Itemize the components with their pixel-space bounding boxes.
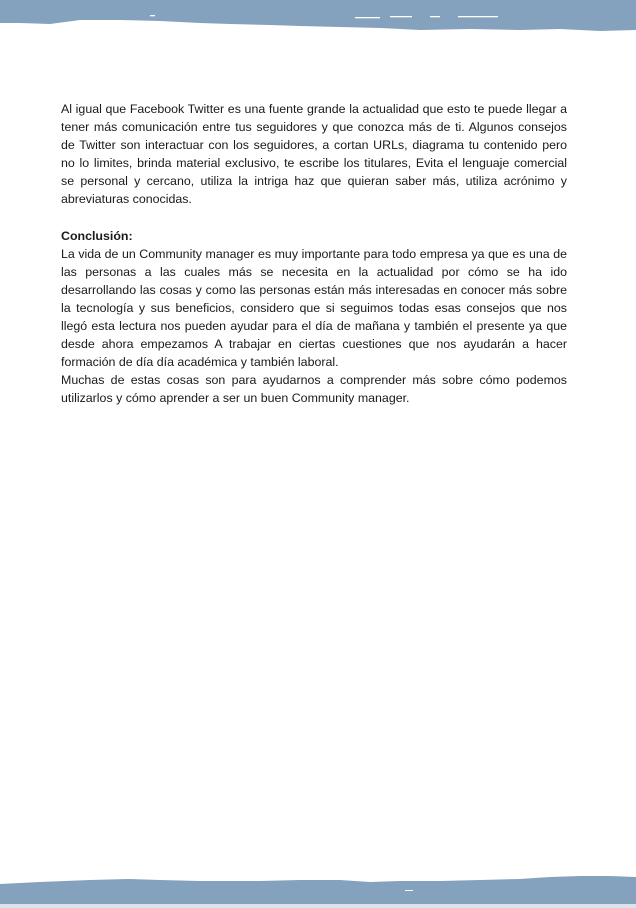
paragraph-closing: Muchas de estas cosas son para ayudarnos a comprender más sobre cómo podemos utilizarlos y cómo aprender a ser un buen Community manager. bbox=[61, 373, 567, 406]
document-body bbox=[61, 100, 567, 408]
conclusion-heading: Conclusión: bbox=[61, 228, 133, 243]
paragraph-gap bbox=[61, 209, 567, 227]
paragraph-conclusion: La vida de un Community manager es muy importante para todo empresa ya que es una de las personas a las cuales más se necesita en la actualidad por cómo se ha ido desarrollando las cosas y como las personas están más interesadas en conocer más sobre la tecnología y sus beneficios, considero que si seguimos todas esas consejos que nos llegó esta lectura nos pueden ayudar para el día de mañana y también el presente ya que desde ahora empezamos A trabajar en ciertas cuestiones que nos ayudarán a hacer formación de día día académica y también laboral. bbox=[61, 246, 567, 370]
paragraph-twitter: Al igual que Facebook Twitter es una fuente grande la actualidad que esto te puede llegar a tener más comunicación entre tus seguidores y que conozca más de ti. Algunos consejos de Twitter son interactuar con los seguidores, a cortan URLs, diagrama tu contenido pero no lo limites, brinda material exclusivo, te escribe los titulares, Evita el lenguaje comercial se personal y cercano, utiliza la intriga haz que quieran saber más, utiliza acrónimo y abreviaturas conocidas. bbox=[61, 102, 567, 207]
bottom-brush-border bbox=[0, 868, 636, 908]
top-brush-border bbox=[0, 0, 636, 32]
